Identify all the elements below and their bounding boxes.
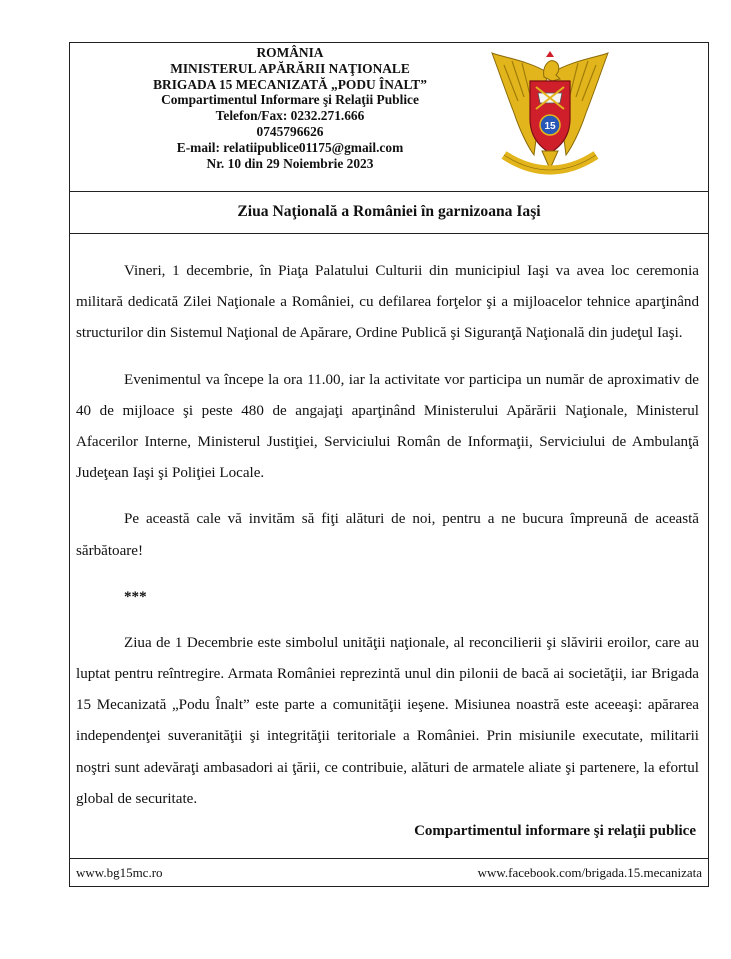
header-brigade: BRIGADA 15 MECANIZATĂ „PODU ÎNALT” <box>153 76 427 92</box>
footer-facebook-link[interactable]: www.facebook.com/brigada.15.mecanizata <box>477 865 702 880</box>
brigade-emblem-icon <box>490 51 610 181</box>
document-frame <box>69 42 709 887</box>
document-title: Ziua Naţională a României în garnizoana Iaşi <box>70 191 708 234</box>
paragraph-national-day: Ziua de 1 Decembrie este simbolul unităţii naţionale, al reconcilierii şi slăvirii eroilor, care au luptat pentru reîntregire. Armata României reprezintă unul din pilonii de bacă ai societăţii, iar Brigada 15 Mecanizată „Podu Înalt” este parte a comunităţii ieşene. Misiunea noastră este aceeaşi: apărarea independenţei suveranităţii şi integrităţii teritoriale a României. Prin misiunile executate, militarii noştri sunt adevăraţi ambasadori ai ţării, ce contribuie, alături de armatele aliate şi partenere, la efortul global de securitate. <box>76 634 699 807</box>
header-phone-fax: Telefon/Fax: 0232.271.666 <box>215 108 365 124</box>
emblem-number: 15 <box>544 121 556 132</box>
header-doc-number: Nr. 10 din 29 Noiembrie 2023 <box>206 155 374 171</box>
header-text-block <box>70 45 510 171</box>
header-ministry: MINISTERUL APĂRĂRII NAŢIONALE <box>170 60 410 76</box>
document-header <box>70 43 708 192</box>
signature: Compartimentul informare şi relaţii publice <box>414 823 696 839</box>
paragraph-invitation: Pe această cale vă invităm să fiţi alături de noi, pentru a ne bucura împreună de această sărbătoare! <box>76 511 699 559</box>
document-body <box>76 256 699 815</box>
document-footer <box>70 858 708 887</box>
header-department: Compartimentul Informare şi Relaţii Publice <box>161 92 419 108</box>
header-email: E-mail: relatiipublice01175@gmail.com <box>176 139 404 155</box>
footer-website-link[interactable]: www.bg15mc.ro <box>76 865 163 880</box>
paragraph-event-details: Evenimentul va începe la ora 11.00, iar la activitate vor participa un număr de aproximativ de 40 de mijloace şi peste 480 de angajaţi aparţinând Ministerului Apărării Naţionale, Ministerul Afacerilor Interne, Ministerul Justiţiei, Serviciului Român de Informaţii, Serviciului de Ambulanţă Judeţean Iaşi şi Poliţiei Locale. <box>76 371 699 482</box>
section-separator: *** <box>124 588 147 605</box>
paragraph-event-announcement: Vineri, 1 decembrie, în Piaţa Palatului Culturii din municipiul Iaşi va avea loc ceremonia militară dedicată Zilei Naţionale a României, cu defilarea forţelor şi a mijloacelor tehnice aparţinând structurilor din Sistemul Naţional de Apărare, Ordine Publică şi Siguranţă Naţională din judeţul Iaşi. <box>76 263 699 342</box>
header-mobile: 0745796626 <box>256 123 324 139</box>
header-country: ROMÂNIA <box>256 45 324 60</box>
